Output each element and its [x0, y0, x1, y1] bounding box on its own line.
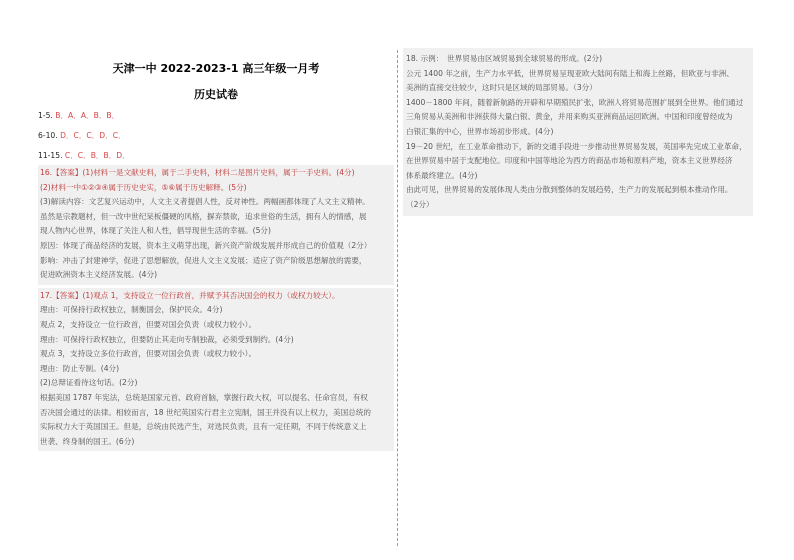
answer-line: 由此可见，世界贸易的发展体现人类由分散到整体的发展趋势，生产力的发展起到根本推动作用。: [406, 185, 733, 195]
answer-line: (2)总辩证看待这句话。(2分): [40, 378, 138, 388]
answer-line: 实际权力大于英国国王。但是，总统由民选产生，对选民负责，且有一定任期，不同于传统意义上: [40, 422, 367, 432]
answer-line: 18. 示例： 世界贸易由区域贸易到全球贸易的形成。(2分): [406, 54, 603, 63]
mcq-range: 6-10.: [38, 131, 58, 140]
mcq-line: [38, 150, 394, 162]
answer-line: 17.【答案】(1)观点 1，支持设立一位行政首，并赋予其否决国会的权力（或权力较大）。: [40, 290, 340, 300]
answer-line: （2分）: [406, 199, 434, 209]
answer-line: 体系最终建立。(4分): [406, 170, 478, 180]
answer-line: 现人物内心世界，体现了关注人和人性，倡导现世生活的幸福。(5分): [40, 226, 271, 236]
left-column: [38, 44, 394, 522]
answer-line: 三角贸易从美洲和非洲获得大量白银、黄金，并用来购买亚洲商品运回欧洲。中国和印度曾经成为: [406, 112, 733, 122]
answer-line: 公元 1400 年之前，生产力水平低，世界贸易呈现亚欧大陆间有陆上和海上丝路，但欧亚与非洲、: [406, 68, 734, 78]
mcq-line: [38, 110, 394, 122]
mcq-range: 1-5.: [38, 111, 53, 120]
answer-line: (3)解读内容：文艺复兴运动中，人文主义者提倡人性，反对神性。两幅画都体现了人文主义精神。: [40, 197, 370, 207]
answer-line: (2)材料一中①②③④属于历史史实，⑤⑥属于历史解释。(5分): [40, 182, 247, 192]
question-18-answer: [403, 48, 753, 216]
answer-line: 否决国会通过的法律。相较而言，18 世纪英国实行君主立宪制，国王并没有以上权力，美国总统的: [40, 407, 372, 417]
answer-line: 观点 3，支持设立多位行政首，但要对国会负责（或权力较小）。: [40, 349, 257, 359]
page-title: 天津一中 2022-2023-1 高三年级一月考: [112, 62, 320, 75]
answer-line: 美洲的直接交往较少，这时只是区域的局部贸易。（3分）: [406, 83, 597, 93]
mcq-answers: C．C．B．B．D．: [64, 151, 130, 160]
answer-line: 1400－1800 年间，随着新航路的开辟和早期殖民扩张，欧洲人将贸易范围扩展到全世界。他们通过: [406, 97, 744, 107]
question-17-answer: [38, 288, 394, 452]
answer-line: 促进欧洲资本主义经济发展。(4分): [40, 270, 158, 280]
answer-line: 原因：体现了商品经济的发展，资本主义萌芽出现，新兴资产阶级发展并形成自己的价值观（2分）: [40, 240, 372, 250]
column-divider: [397, 50, 398, 546]
answer-line: 世袭、终身制的国王。(6分): [40, 436, 135, 446]
mcq-line: [38, 130, 394, 142]
answer-line: 虽然是宗教题材，但一改中世纪呆板僵硬的风格，摒弃禁欲，追求世俗的生活，拥有人的情感，展: [40, 211, 367, 221]
answer-line: 白银汇集的中心，世界市场初步形成。(4分): [406, 126, 554, 136]
answer-line: 影响：冲击了封建神学，促进了思想解放，促进人文主义发展；适应了资产阶级思想解放的需要，: [40, 255, 367, 265]
page-subtitle: 历史试卷: [194, 88, 238, 101]
right-column: [403, 44, 753, 522]
mcq-answers: D．C．C．D．C．: [60, 131, 126, 140]
answer-line: 理由：可保持行政权独立，但要防止其走向专制独裁，必须受到制约。(4分): [40, 334, 294, 344]
mcq-answers: B．A．A．B．B．: [55, 111, 120, 120]
answer-line: 19－20 世纪，在工业革命推动下，新的交通手段进一步推动世界贸易发展，英国率先完成工业革命，: [406, 141, 747, 151]
question-16-answer: [38, 165, 394, 285]
answer-line: 理由：可保持行政权独立，制衡国会，保护民众。4分): [40, 305, 223, 315]
answer-line: 在世界贸易中居于支配地位。印度和中国等地沦为西方的商品市场和原料产地，资本主义世界经济: [406, 156, 733, 166]
answer-line: 观点 2，支持设立一位行政首，但要对国会负责（或权力较小）。: [40, 319, 257, 329]
answer-line: 根据美国 1787 年宪法，总统是国家元首、政府首脑，掌握行政大权，可以提名、任命官员，有权: [40, 392, 368, 402]
answer-line: 理由：防止专制。(4分): [40, 363, 120, 373]
mcq-range: 11-15.: [38, 151, 63, 160]
answer-line: 16.【答案】(1)材料一是文献史料，属于二手史料，材料二是图片史料，属于一手史料。(4分): [40, 168, 355, 177]
